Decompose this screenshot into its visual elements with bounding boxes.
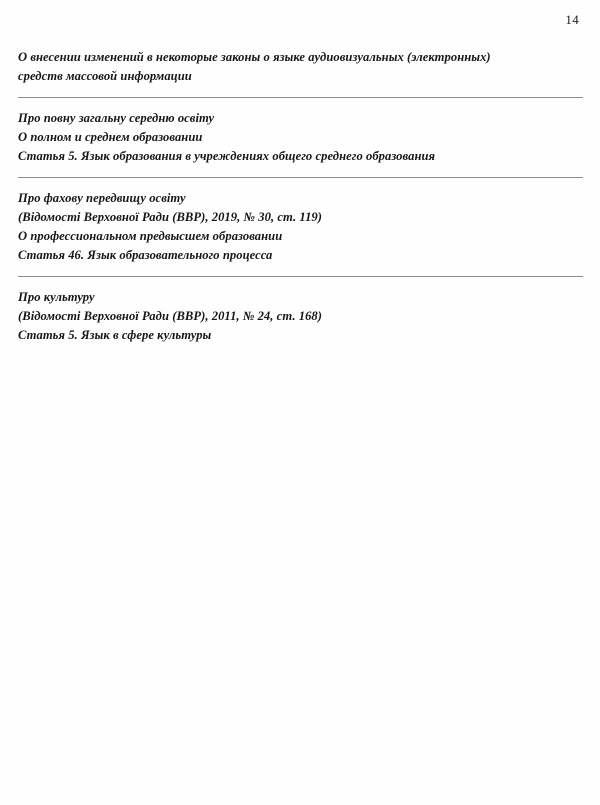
section-line: Статья 5. Язык образования в учреждениях общего среднего образования <box>18 149 436 163</box>
section-line: Про фахову передвищу освіту <box>18 191 186 205</box>
page-number: 14 <box>565 12 579 27</box>
spacer <box>18 166 584 177</box>
heading-line-1: О внесении изменений в некоторые законы о языке аудиовизуальных (электронных) <box>18 50 491 64</box>
section-professional-pre-higher-education <box>18 189 584 265</box>
heading-line-2: средств массовой информации <box>18 69 192 83</box>
spacer <box>18 98 584 109</box>
spacer <box>18 277 584 288</box>
document-heading <box>18 48 584 86</box>
section-line: Статья 46. Язык образовательного процесса <box>18 248 273 262</box>
page-content <box>18 48 584 345</box>
section-line: О полном и среднем образовании <box>18 130 203 144</box>
spacer <box>18 265 584 276</box>
section-citation: (Відомості Верховної Ради (ВВР), 2019, № 30, ст. 119) <box>18 210 323 224</box>
section-line: Про повну загальну середню освіту <box>18 111 215 125</box>
section-general-secondary-education <box>18 109 584 166</box>
section-line: Статья 5. Язык в сфере культуры <box>18 328 212 342</box>
section-line: О профессиональном предвысшем образовании <box>18 229 283 243</box>
section-line: Про культуру <box>18 290 95 304</box>
spacer <box>18 178 584 189</box>
section-citation: (Відомості Верховної Ради (ВВР), 2011, № 24, ст. 168) <box>18 309 323 323</box>
section-culture <box>18 288 584 345</box>
spacer <box>18 86 584 97</box>
